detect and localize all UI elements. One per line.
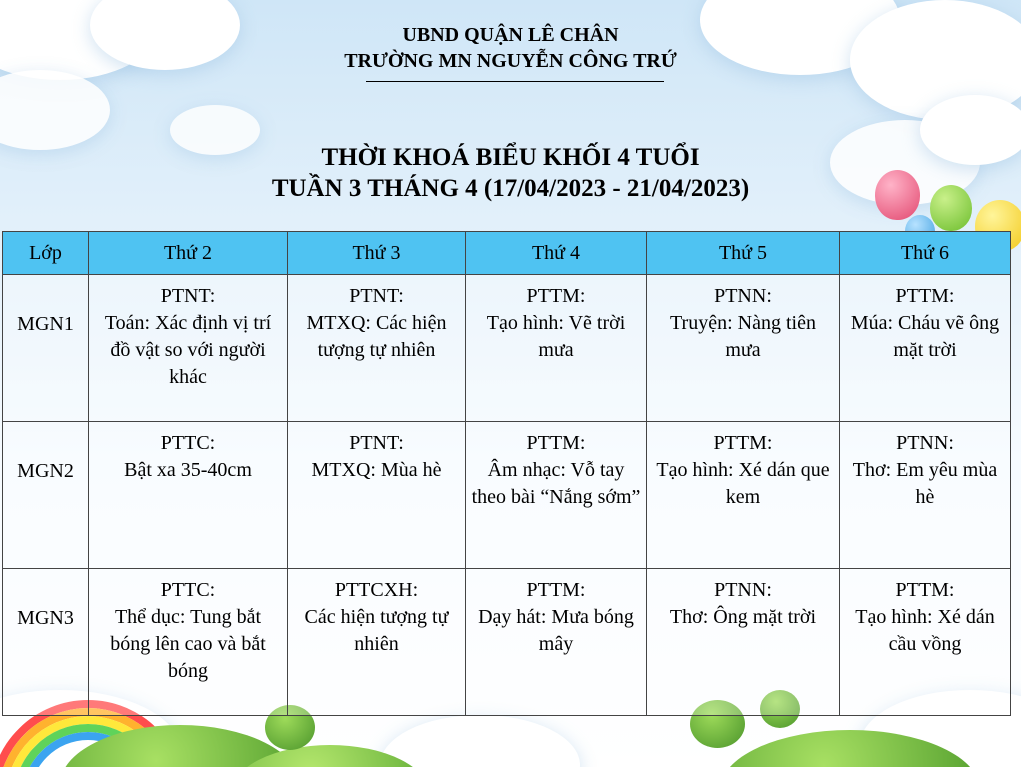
activity-category: PTTM: — [526, 285, 586, 307]
class-name-cell: MGN1 — [3, 275, 89, 422]
cloud-decoration — [0, 70, 110, 150]
activity-category: PTTCXH: — [334, 579, 419, 601]
activity-category: PTNN: — [714, 285, 772, 307]
schedule-cell — [840, 275, 1011, 422]
schedule-cell — [466, 275, 647, 422]
activity-name: Truyện: Nàng tiên mưa — [670, 312, 816, 361]
activity-category: PTNT: — [160, 285, 216, 307]
activity-category: PTTM: — [713, 432, 773, 454]
schedule-cell — [647, 422, 840, 569]
title-line-1: THỜI KHOÁ BIỂU KHỐI 4 TUỔI — [321, 144, 700, 171]
header-divider — [366, 81, 664, 82]
activity-name: Bật xa 35-40cm — [124, 459, 252, 481]
schedule-cell — [89, 422, 288, 569]
column-header-class: Lớp — [3, 232, 89, 275]
activity-category: PTNT: — [349, 285, 404, 307]
activity-category: PTTM: — [526, 579, 586, 601]
activity-category: PTNN: — [896, 432, 954, 454]
school-header — [0, 22, 1021, 74]
schedule-cell — [89, 569, 288, 716]
activity-name: Tạo hình: Xé dán cầu vồng — [855, 606, 995, 655]
page-title — [0, 142, 1021, 204]
activity-name: Tạo hình: Vẽ trời mưa — [486, 312, 626, 361]
district-name: UBND QUẬN LÊ CHÂN — [402, 24, 619, 46]
activity-category: PTNT: — [349, 432, 404, 454]
activity-name: Tạo hình: Xé dán que kem — [656, 459, 830, 508]
schedule-cell — [288, 569, 466, 716]
column-header-monday: Thứ 2 — [89, 232, 288, 275]
class-name-cell: MGN3 — [3, 569, 89, 716]
schedule-cell — [647, 275, 840, 422]
activity-name: Các hiện tượng tự nhiên — [304, 606, 449, 655]
school-name: TRƯỜNG MN NGUYỄN CÔNG TRỨ — [344, 50, 677, 72]
table-header-row — [3, 232, 1011, 275]
activity-name: Thể dục: Tung bắt bóng lên cao và bắt bóng — [110, 606, 266, 682]
schedule-cell — [840, 569, 1011, 716]
activity-category: PTTC: — [160, 579, 216, 601]
schedule-cell — [89, 275, 288, 422]
schedule-cell — [647, 569, 840, 716]
class-name-cell: MGN2 — [3, 422, 89, 569]
table-row — [3, 422, 1011, 569]
activity-category: PTTM: — [895, 285, 955, 307]
table-row — [3, 569, 1011, 716]
activity-name: Múa: Cháu vẽ ông mặt trời — [850, 312, 1000, 361]
column-header-thursday: Thứ 5 — [647, 232, 840, 275]
column-header-wednesday: Thứ 4 — [466, 232, 647, 275]
timetable — [2, 231, 1011, 716]
table-row — [3, 275, 1011, 422]
column-header-friday: Thứ 6 — [840, 232, 1011, 275]
activity-name: Dạy hát: Mưa bóng mây — [478, 606, 634, 655]
schedule-cell — [466, 422, 647, 569]
activity-name: Toán: Xác định vị trí đồ vật so với người khác — [104, 312, 272, 388]
schedule-cell — [466, 569, 647, 716]
activity-name: MTXQ: Các hiện tượng tự nhiên — [306, 312, 447, 361]
title-line-2: TUẦN 3 THÁNG 4 (17/04/2023 - 21/04/2023) — [271, 175, 750, 202]
cloud-decoration — [380, 715, 580, 767]
activity-category: PTTM: — [895, 579, 955, 601]
activity-category: PTTM: — [526, 432, 586, 454]
activity-category: PTNN: — [714, 579, 772, 601]
activity-name: Thơ: Ông mặt trời — [669, 606, 817, 628]
schedule-cell — [288, 422, 466, 569]
column-header-tuesday: Thứ 3 — [288, 232, 466, 275]
activity-name: Thơ: Em yêu mùa hè — [852, 459, 998, 508]
schedule-cell — [288, 275, 466, 422]
activity-category: PTTC: — [160, 432, 216, 454]
schedule-cell — [840, 422, 1011, 569]
activity-name: Âm nhạc: Vỗ tay theo bài “Nắng sớm” — [471, 459, 641, 508]
activity-name: MTXQ: Mùa hè — [311, 459, 442, 481]
